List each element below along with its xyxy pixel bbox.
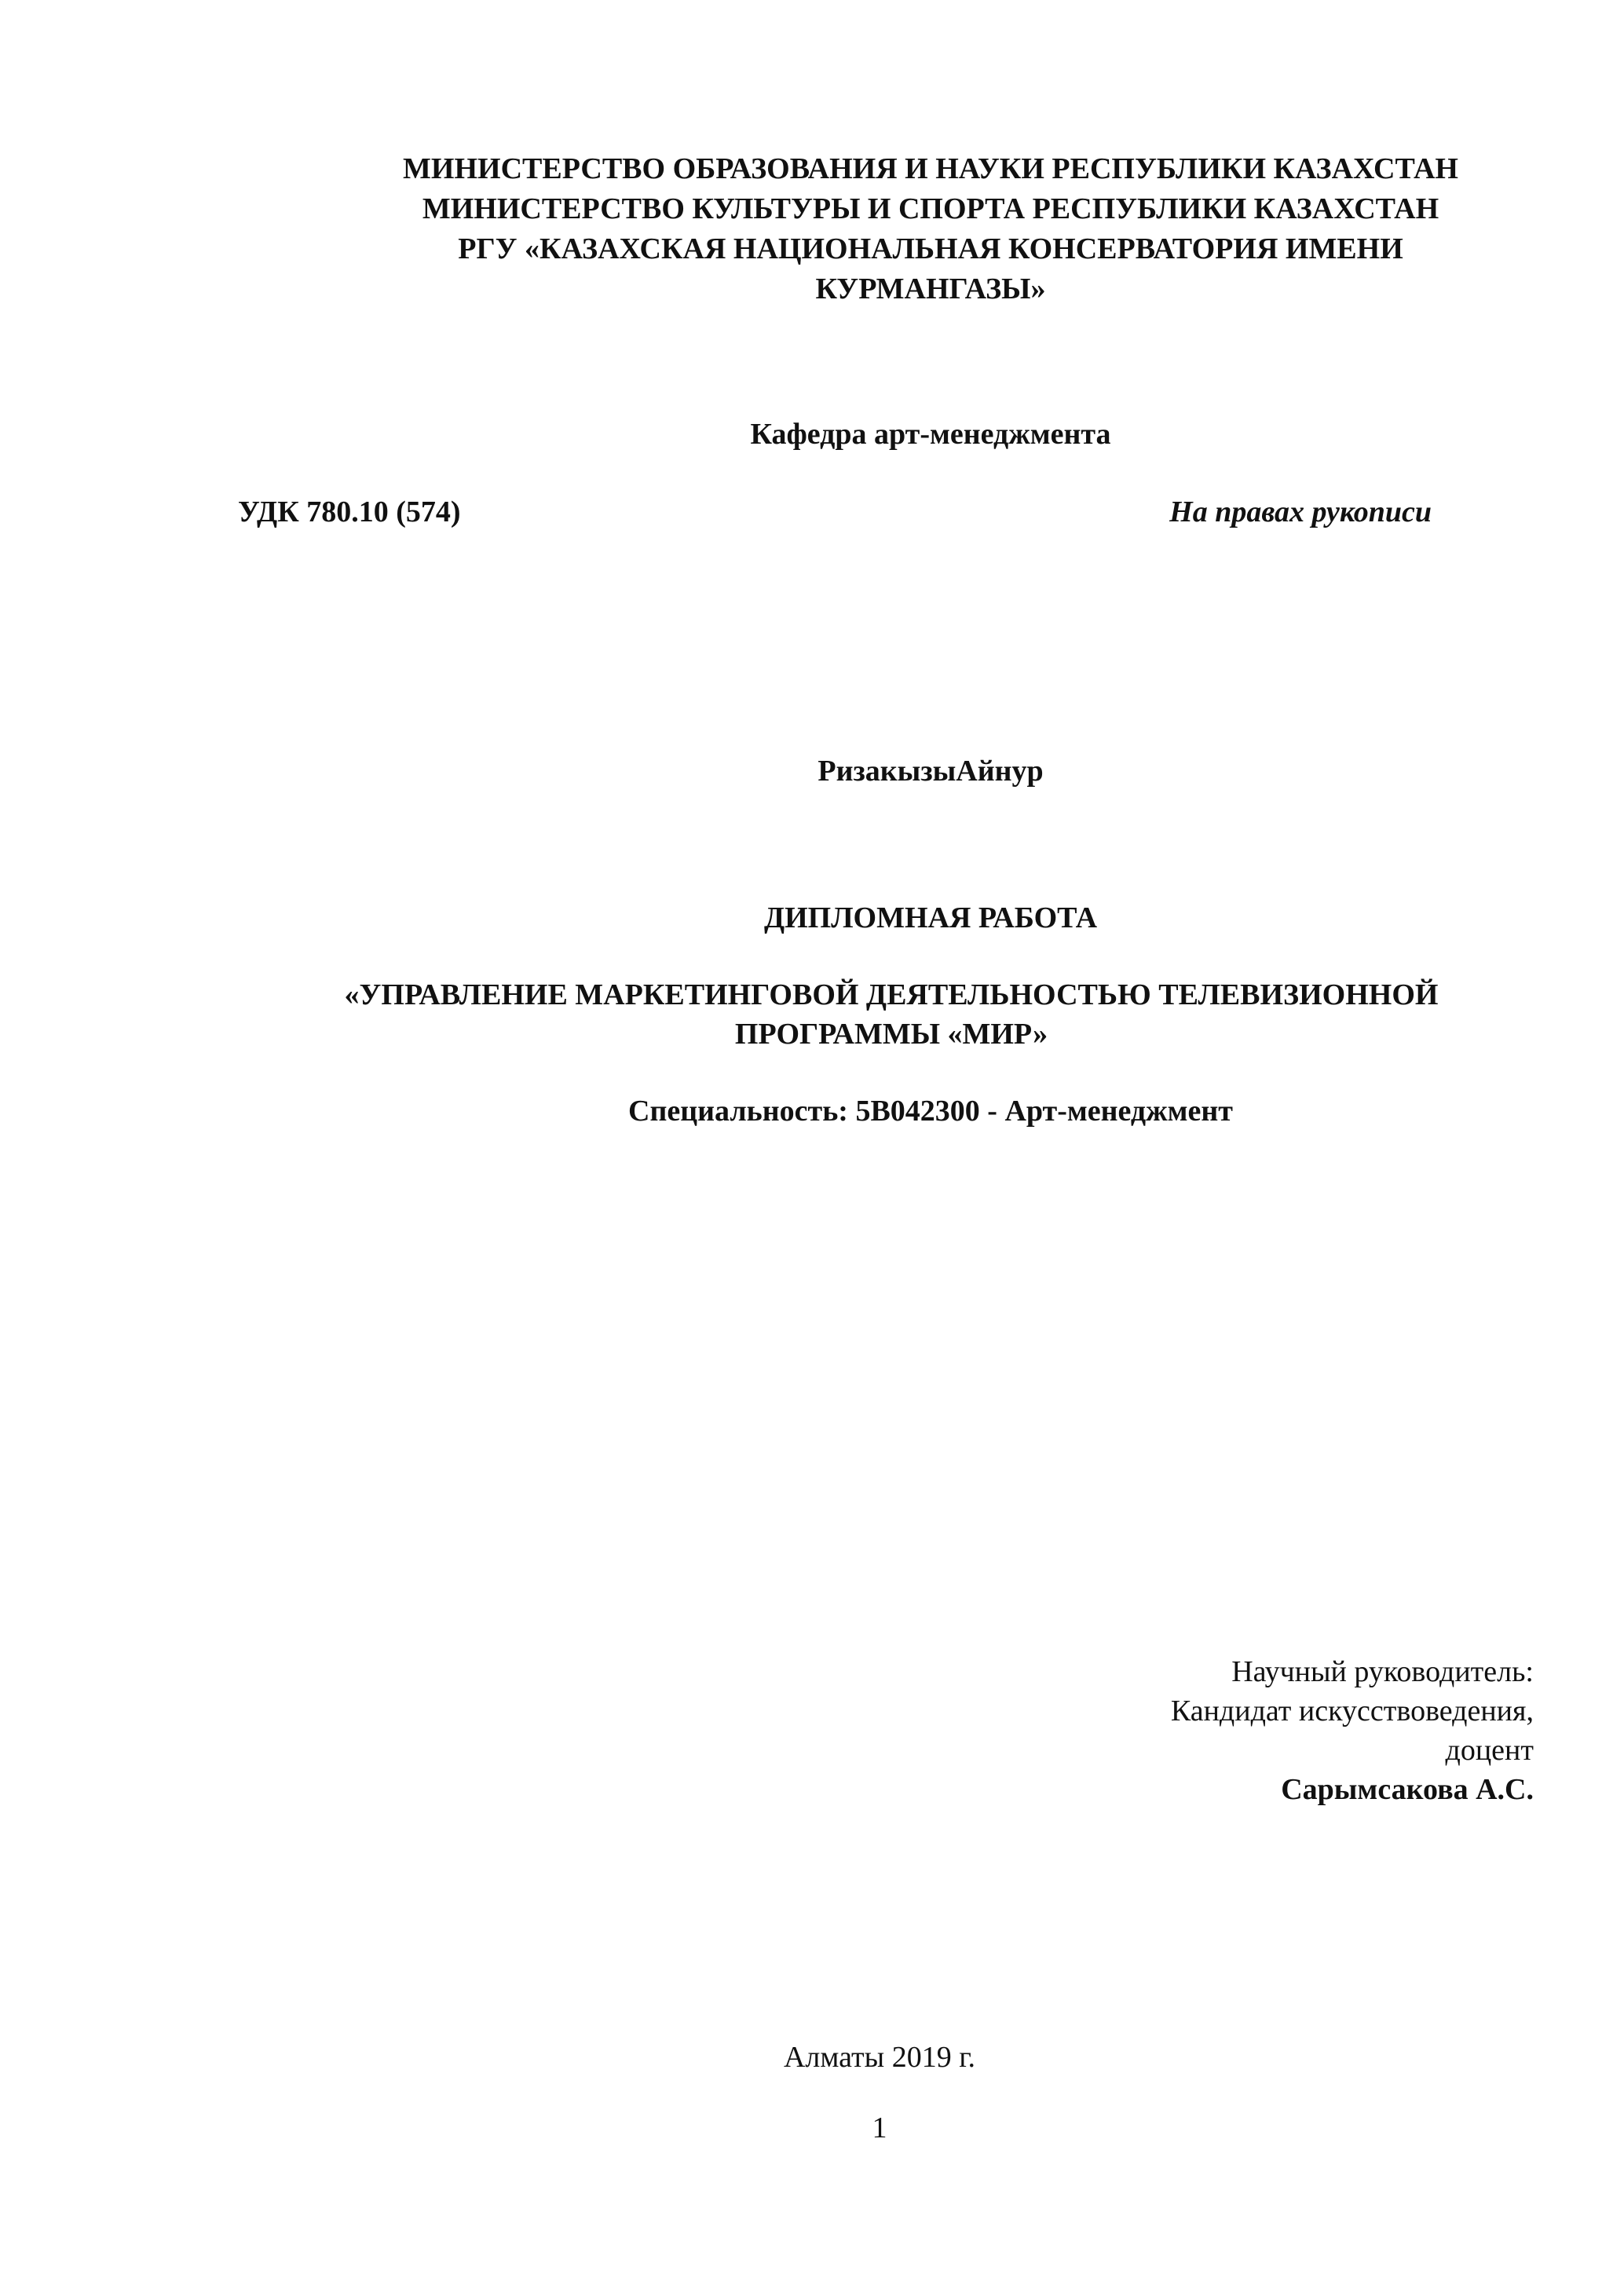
udk-code: УДК 780.10 (574) [238,495,461,528]
header-line-1: МИНИСТЕРСТВО ОБРАЗОВАНИЯ И НАУКИ РЕСПУБЛИКИ КАЗАХСТАН [403,152,1458,185]
header-line-3: РГУ «КАЗАХСКАЯ НАЦИОНАЛЬНАЯ КОНСЕРВАТОРИЯ ИМЕНИ [458,232,1403,265]
city-year: Алматы 2019 г. [783,2041,975,2074]
ministry-header [338,149,1523,309]
thesis-title-line-2: ПРОГРАММЫ «МИР» [734,1018,1048,1051]
thesis-title-line-1: «УПРАВЛЕНИЕ МАРКЕТИНГОВОЙ ДЕЯТЕЛЬНОСТЬЮ ТЕЛЕВИЗИОННОЙ [344,978,1439,1011]
supervisor-position: доцент [1445,1734,1534,1767]
supervisor-block [827,1652,1534,1809]
header-line-4: КУРМАНГАЗЫ» [815,272,1046,305]
supervisor-degree: Кандидат искусствоведения, [1170,1695,1534,1727]
author-name: РизакызыАйнур [817,755,1044,788]
work-type: ДИПЛОМНАЯ РАБОТА [763,901,1098,934]
header-line-2: МИНИСТЕРСТВО КУЛЬТУРЫ И СПОРТА РЕСПУБЛИКИ КАЗАХСТАН [422,192,1439,225]
department-name: Кафедра арт-менеджмента [750,418,1111,451]
page-number: 1 [872,2111,887,2144]
specialty: Специальность: 5В042300 - Арт-менеджмент [628,1095,1233,1128]
supervisor-name: Сарымсакова А.С. [1281,1773,1534,1806]
manuscript-note: На правах рукописи [1169,495,1432,528]
supervisor-label: Научный руководитель: [1231,1655,1534,1688]
